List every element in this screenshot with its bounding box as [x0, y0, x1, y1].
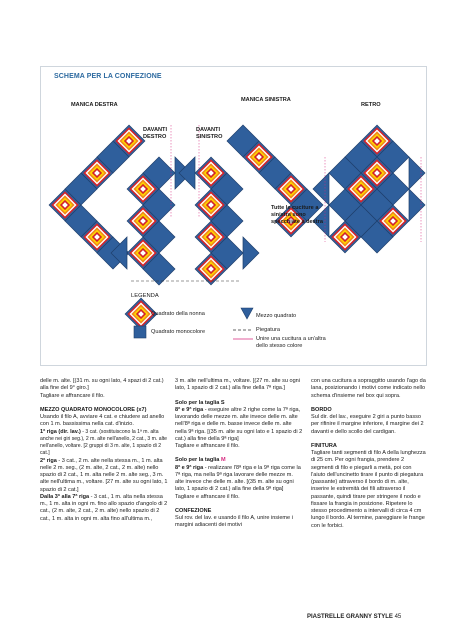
schema-box: [40, 66, 427, 366]
half-square-motif: [243, 237, 259, 269]
page-footer: [307, 614, 401, 620]
legend-unire-label: Unire una cucitura a un'altra dello stesso colore: [256, 336, 326, 349]
heading-confezione: CONFEZIONE: [175, 507, 212, 514]
text-column-3: con una cucitura a sopraggitto usando l'ago da lana, posizionando i motivi come indicato nello schema d'insieme nel box qui sopra. BORDO Sul dir. del lav., eseguire 2 giri a punto basso per rifinire il margine inferiore, il margine dei 2 davanti e dello scollo del cardigan. FINITURA Tagliare tanti segmenti di filo A della lunghezza di 25 cm. Per ogni frangia, prendere 2 segmenti di filo e piegarli a metà, poi con l'aiuto dell'uncinetto tirare il punto di piegatura (passante) attraverso il bordo di m. alte, inserire le estremità dei fili attraverso il passante, quindi tirare per stringere il nodo e fissare la frangia in posizione. Ripetere lo stesso procedimento a intervalli di circa 4 cm lungo il bordo. Al termine, pareggiare le frange con le forbici.: [311, 378, 426, 529]
note-specchiate: Tutte le cuciture a sinistra sono specchiate a destra: [271, 205, 323, 225]
label-davanti-sinistro: DAVANTI SINISTRO: [196, 127, 223, 140]
half-square-motif: [409, 157, 425, 189]
heading-finitura: FINITURA: [311, 442, 337, 449]
page-number: 45: [394, 614, 402, 620]
legend-half-icon: [241, 308, 253, 319]
heading-taglia-m: Solo per la taglia M: [175, 457, 226, 464]
legend-solid-icon: [134, 326, 146, 338]
legend-mezzo-label: Mezzo quadrato: [256, 313, 297, 319]
footer-title: PIASTRELLE GRANNY STYLE: [307, 614, 393, 620]
half-square-motif: [179, 157, 195, 189]
schema-title: SCHEMA PER LA CONFEZIONE: [54, 73, 162, 80]
text-column-2: 3 m. alte nell'ultima m., voltare. [(27 m. alte su ogni lato, 1 spazio di 2 cat.) alla fine della 7ª riga.] Solo per la taglia S 8ª e 9ª riga - eseguire altre 2 righe come la 7ª riga, lavorando delle mezze m. alte invece delle m. alte nell'8ª riga e delle m. basse invece delle m. alte nella 9ª riga. [(35 m. alte su ogni lato e 1 spazio di 2 cat.) alla fine della 9ª riga] Tagliare e affrancare il filo. Solo per la taglia M 8ª e 9ª riga - realizzare l'8ª riga e la 9ª riga come la 7ª riga, ma nella 9ª riga lavorare delle mezze m. alte invece che delle m. alte. [(35 m. alte su ogni lato, 1 spazio di 2 cat.) alla fine della 9ª riga] Tagliare e affrancare il filo. CONFEZIONE Sul rov. del lav. e usando il filo A, unire insieme i margini adiacenti dei motivi: [175, 378, 303, 529]
legend-nonna-label: Quadrato della nonna: [151, 311, 205, 317]
legend-monocolore-label: Quadrato monocolore: [151, 329, 206, 335]
legend-title: LEGENDA: [131, 293, 159, 299]
legend-piegatura-label: Piegatura: [256, 327, 280, 333]
heading-bordo: BORDO: [311, 406, 332, 413]
label-manica-destra: MANICA DESTRA: [71, 102, 118, 108]
schema-diagram: [41, 67, 426, 365]
heading-mezzo-quadrato: MEZZO QUADRATO MONOCOLORE (x7): [40, 406, 147, 413]
heading-taglia-s: Solo per la taglia S: [175, 399, 225, 406]
label-davanti-destro: DAVANTI DESTRO: [143, 127, 168, 140]
label-manica-sinistra: MANICA SINISTRA: [241, 97, 291, 103]
label-retro: RETRO: [361, 102, 381, 108]
half-square-motif: [409, 189, 425, 221]
text-column-1: delle m. alte. [(31 m. su ogni lato, 4 spazi di 2 cat.) alla fine del 9° giro.] Tagliare e affrancare il filo. MEZZO QUADRATO MONOCOLORE (x7) Usando il filo A, avviare 4 cat. e chiudere ad anello con 1 m. bassissima nella cat. d'inizio. 1ª riga (dir. lav.) - 3 cat. (sostituiscono la 1ª m. alta anche nei giri seg.), 2 m. alte nell'anello, 2 cat., 3 m. alte nell'anello, voltare. [2 gruppi di 3 m. alte, 1 spazio di 2 cat.] 2ª riga - 3 cat., 2 m. alte nella stessa m., 1 m. alta nelle 2 m. seg., (2 m. alte, 2 cat., 2 m. alte) nello spazio di 2 cat., 1 m. alta nelle 2 m. alte seg., 3 m. alte nell'ultima m., voltare. [27 m. alte su ogni lato, 1 spazio di 2 cat.] Dalla 3ª alla 7ª riga - 3 cat., 1 m. alta nella stessa m., 1 m. alta in ogni m. fino allo spazio d'angolo di 2 cat., (2 m. alte, 2 cat., 2 m. alte) nello spazio di 2 cat., 1 m. alta in ogni m. alta fino all'ultima m.,: [40, 378, 168, 522]
